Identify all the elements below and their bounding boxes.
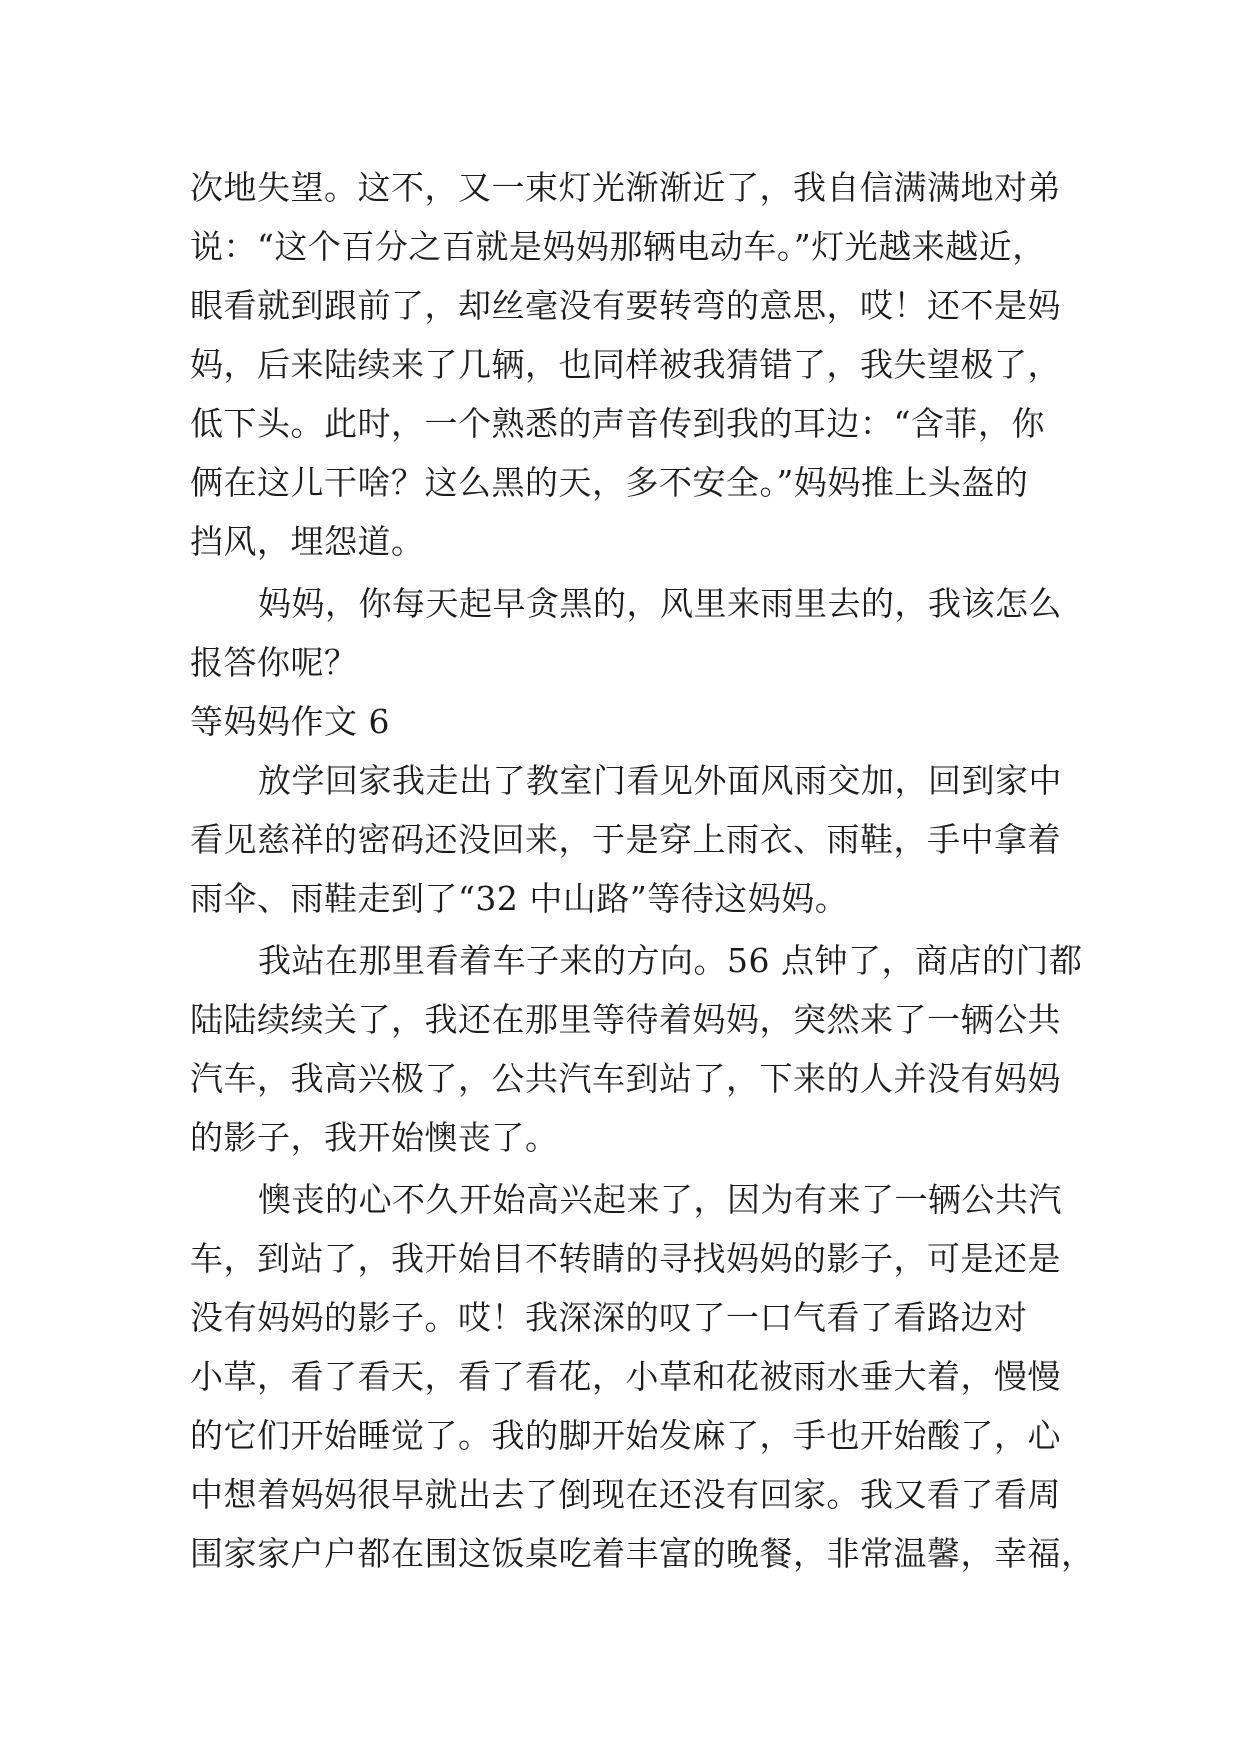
paragraph — [190, 751, 1070, 928]
text-line: 我站在那里看着车子来的方向。56 点钟了，商店的门都 — [258, 941, 1083, 980]
text-line: 说：“这个百分之百就是妈妈那辆电动车。”灯光越来越近， — [190, 227, 1046, 266]
text-line: 次地失望。这不，又一束灯光渐渐近了，我自信满满地对弟 — [190, 168, 1061, 207]
text-line: 雨伞、雨鞋走到了“32 中山路”等待这妈妈。 — [190, 879, 849, 918]
text-line: 的它们开始睡觉了。我的脚开始发麻了，手也开始酸了，心 — [190, 1416, 1061, 1455]
text-line: 陆陆续续关了，我还在那里等待着妈妈，突然来了一辆公共 — [190, 1000, 1061, 1039]
section-heading: 等妈妈作文 6 — [190, 702, 390, 741]
document-body — [190, 158, 1095, 1583]
text-line: 挡风，埋怨道。 — [190, 522, 425, 561]
text-line: 汽车，我高兴极了，公共汽车到站了，下来的人并没有妈妈 — [190, 1059, 1061, 1098]
text-line: 低下头。此时，一个熟悉的声音传到我的耳边：“含菲，你 — [190, 404, 1045, 443]
text-line: 妈，后来陆续来了几辆，也同样被我猜错了，我失望极了， — [190, 345, 1061, 384]
text-line: 报答你呢？ — [190, 643, 358, 682]
text-line: 眼看就到跟前了，却丝毫没有要转弯的意思，哎！还不是妈 — [190, 286, 1061, 325]
paragraph — [190, 1170, 1095, 1583]
text-line: 小草，看了看天，看了看花，小草和花被雨水垂大着，慢慢 — [190, 1357, 1061, 1396]
text-line: 车，到站了，我开始目不转睛的寻找妈妈的影子，可是还是 — [190, 1239, 1061, 1278]
text-line: 看见慈祥的密码还没回来，于是穿上雨衣、雨鞋，手中拿着 — [190, 820, 1061, 859]
paragraph-continued — [190, 158, 1070, 571]
text-line: 中想着妈妈很早就出去了倒现在还没有回家。我又看了看周 — [190, 1475, 1061, 1514]
text-line: 懊丧的心不久开始高兴起来了，因为有来了一辆公共汽 — [258, 1180, 1062, 1219]
text-line: 没有妈妈的影子。哎！我深深的叹了一口气看了看路边对 — [190, 1298, 1028, 1337]
text-line: 俩在这儿干啥？这么黑的天，多不安全。”妈妈推上头盔的 — [190, 463, 1029, 502]
text-line: 围家家户户都在围这饭桌吃着丰富的晚餐，非常温馨，幸福， — [190, 1534, 1095, 1573]
paragraph — [190, 931, 1083, 1167]
paragraph — [190, 574, 1070, 692]
text-line: 放学回家我走出了教室门看见外面风雨交加，回到家中 — [258, 761, 1062, 800]
text-line: 妈妈，你每天起早贪黑的，风里来雨里去的，我该怎么 — [258, 584, 1062, 623]
text-line: 的影子，我开始懊丧了。 — [190, 1118, 559, 1157]
